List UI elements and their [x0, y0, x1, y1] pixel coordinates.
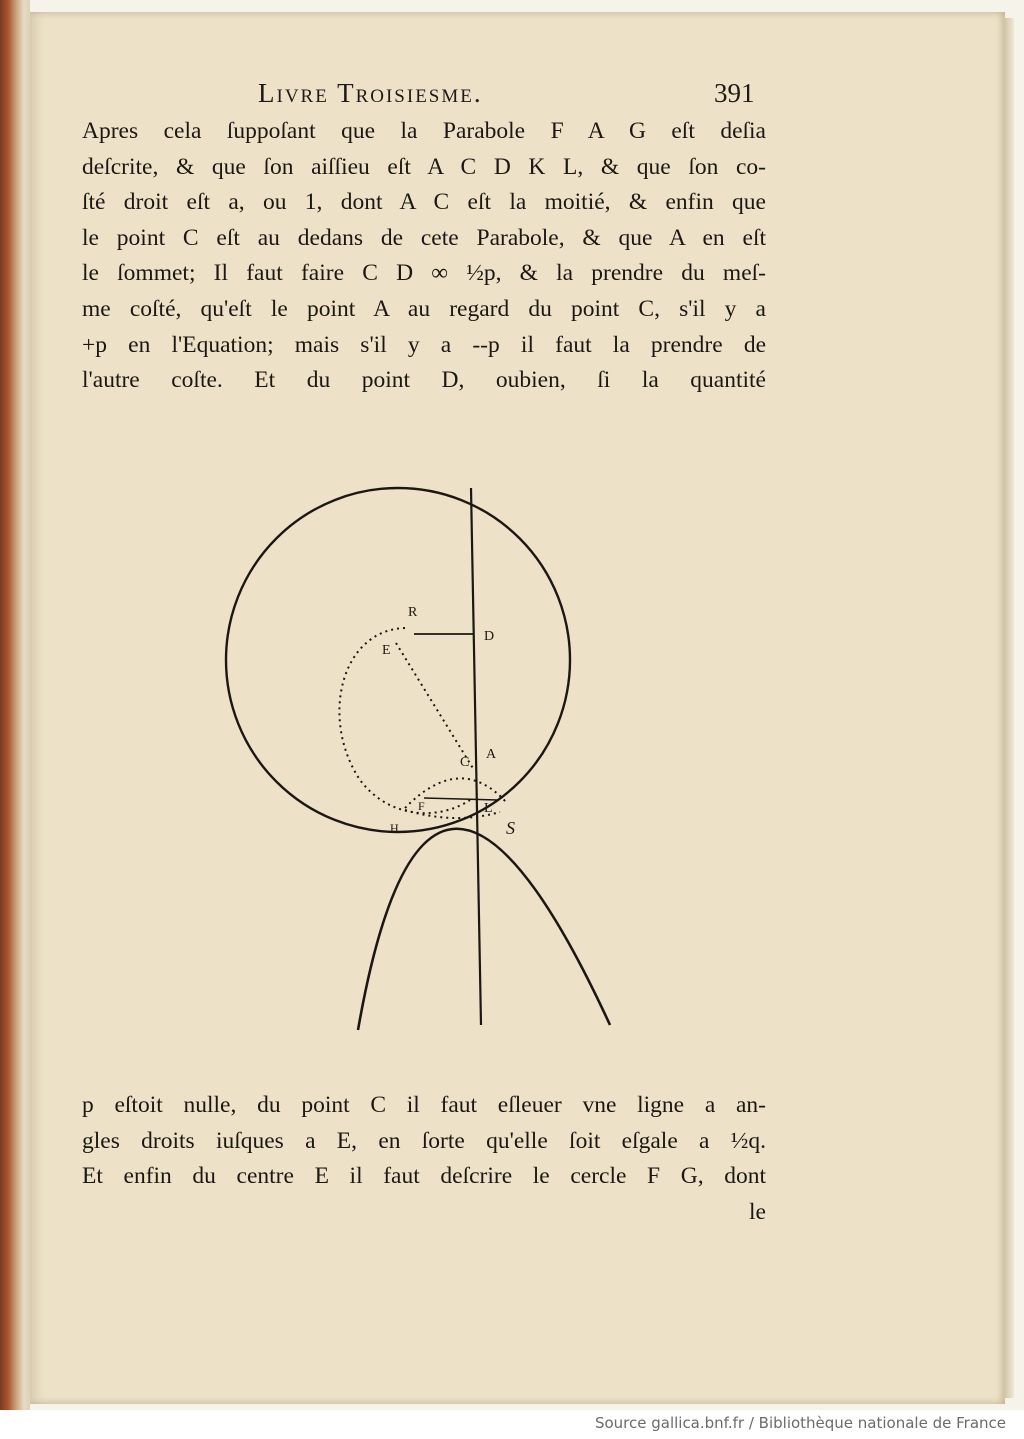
text-line: l'autre coſte. Et du point D, oubien, ſi la quantité	[82, 367, 766, 394]
text-line: +p en l'Equation; mais s'il y a --p il faut la prendre de	[82, 331, 766, 358]
axis-line	[471, 488, 481, 1025]
label-e: E	[382, 643, 391, 658]
label-c: C	[460, 755, 470, 770]
text-line: me coſté, qu'eſt le point A au regard du point C, s'il y a	[82, 295, 766, 322]
label-r: R	[408, 605, 418, 620]
parabola-curve	[358, 829, 610, 1030]
catchword: le	[749, 1198, 766, 1225]
upper-paragraph	[82, 114, 766, 399]
source-credit: Source gallica.bnf.fr / Bibliothèque nationale de France	[594, 1414, 1006, 1432]
page-edge	[1004, 18, 1014, 1398]
text-line: gles droits iuſques a E, en ſorte qu'elle ſoit eſgale a ½q.	[82, 1127, 766, 1154]
page-number: 391	[714, 78, 755, 108]
book-spine	[0, 0, 30, 1410]
text-line: le ſommet; Il faut faire C D ∞ ½p, & la prendre du meſ-	[82, 260, 766, 287]
dotted-line-ea	[396, 643, 474, 770]
geometric-figure	[200, 440, 640, 1040]
label-h: H	[390, 821, 399, 835]
text-line: p eſtoit nulle, du point C il faut eſleuer vne ligne a an-	[82, 1092, 766, 1118]
source-bar	[0, 1410, 1024, 1439]
running-title: Livre Troisiesme.	[258, 78, 483, 108]
text-line: ſté droit eſt a, ou 1, dont A C eſt la moitié, & enfin que	[82, 189, 766, 216]
text-line: Apres cela ſuppoſant que la Parabole F A G eſt deſia	[82, 118, 766, 144]
dotted-circle-fg	[339, 628, 470, 813]
text-line: deſcrite, & que ſon aiſſieu eſt A C D K L, & que ſon co-	[82, 153, 766, 180]
text-line: le point C eſt au dedans de cete Parabole, & que A en eſt	[82, 224, 766, 251]
running-head	[30, 74, 1005, 114]
label-f: F	[418, 799, 425, 813]
segment-fl	[424, 798, 498, 800]
label-s: S	[506, 818, 515, 838]
large-circle	[226, 488, 570, 832]
lower-paragraph	[82, 1088, 766, 1230]
text-line: Et enfin du centre E il faut deſcrire le cercle F G, dont	[82, 1163, 766, 1190]
label-l: L	[484, 801, 493, 816]
label-d: D	[484, 629, 495, 644]
label-a: A	[486, 747, 497, 762]
